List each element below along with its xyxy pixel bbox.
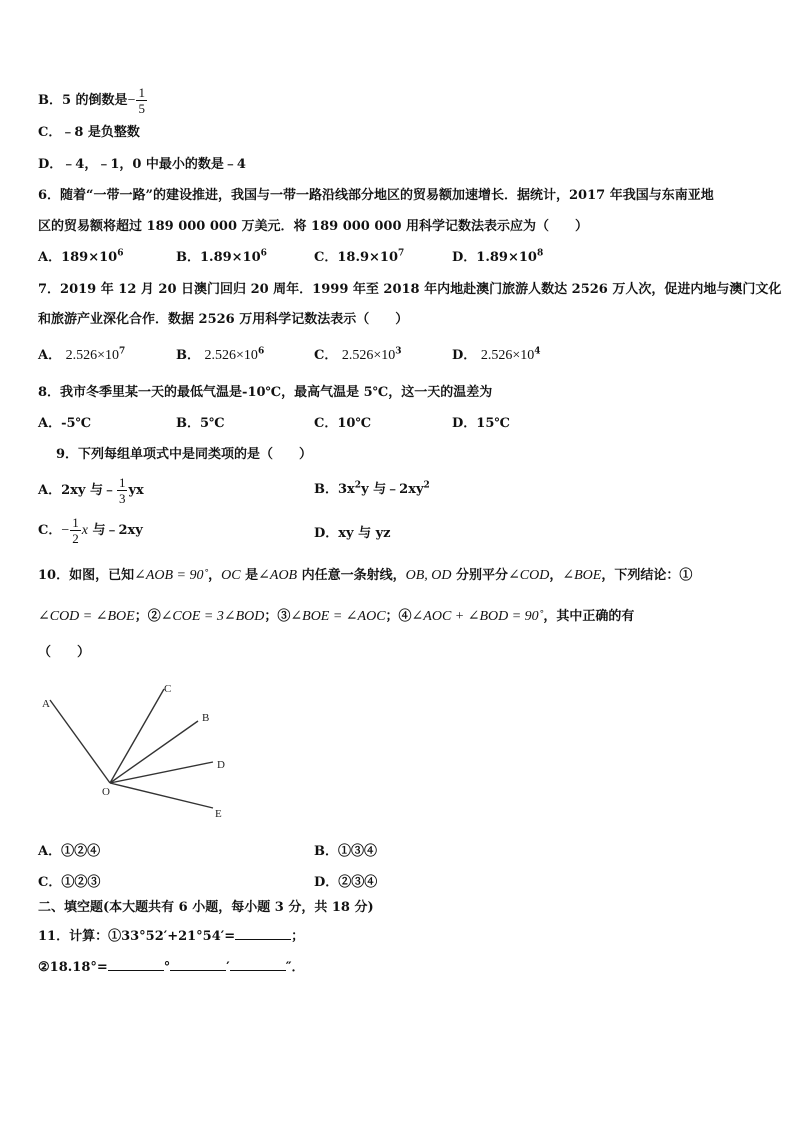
option-label: A．	[38, 348, 62, 363]
text: ，其中正确的有	[543, 609, 635, 624]
text: 10．如图，已知	[38, 568, 135, 583]
text: 11．计算：①33°52′+21°54′=	[38, 929, 236, 944]
option-value: 1.89×10	[476, 250, 537, 265]
exponent: 6	[260, 248, 267, 259]
q6-option-c	[314, 249, 404, 267]
exponent: 2	[423, 480, 430, 491]
option-text: yx	[128, 483, 144, 498]
label-d: D	[217, 759, 225, 771]
label-o: O	[102, 786, 110, 798]
math: ∠BOE = ∠AOC	[290, 609, 386, 624]
exponent: 8	[536, 248, 544, 259]
fraction	[70, 515, 81, 546]
q10-option-a: A．①②④	[38, 844, 101, 859]
exponent: 6	[117, 248, 124, 259]
option-value: 2.526×10	[480, 348, 535, 363]
fraction	[117, 475, 128, 506]
minute-symbol: ′	[226, 960, 230, 975]
second-symbol: ″	[285, 960, 292, 975]
q5-option-b-text: B．5 的倒数是	[38, 93, 128, 108]
math: ∠AOC + ∠BOD = 90˚	[411, 609, 544, 624]
math: OC	[221, 568, 241, 583]
ray-oc	[110, 689, 164, 783]
text: ；③	[264, 609, 291, 624]
q9-option-a	[38, 475, 144, 506]
exponent: 6	[257, 346, 265, 357]
option-value: 2.526×10	[341, 348, 396, 363]
angle-figure	[30, 676, 245, 826]
q8-option-b: B．5℃	[176, 416, 225, 431]
exponent: 7	[398, 248, 405, 259]
q10-option-c: C．①②③	[38, 875, 101, 890]
fraction	[136, 85, 147, 116]
option-value: 2.526×10	[204, 348, 258, 363]
option-value: 18.9×10	[337, 250, 399, 265]
q7-stem-line2: 和旅游产业深化合作．数据 2526 万用科学记数法表示（ ）	[38, 312, 409, 327]
q5-option-d: D．﹣4，﹣1，0 中最小的数是﹣4	[38, 157, 246, 172]
q10-stem-line2	[38, 608, 634, 626]
option-label: C．	[314, 348, 338, 363]
q5-option-b	[38, 85, 148, 116]
text: 是	[240, 568, 259, 583]
q7-stem-line1: 7．2019 年 12 月 20 日澳门回归 20 周年．1999 年至 2018 年内地赴澳门旅游人数达 2526 万人次，促进内地与澳门文化	[38, 282, 782, 297]
text: ；	[291, 929, 305, 944]
text: ，	[208, 568, 222, 583]
label-b: B	[202, 712, 210, 724]
option-label: D．	[452, 348, 477, 363]
q6-stem-line1: 6．随着“一带一路”的建设推进，我国与一带一路沿线部分地区的贸易额加速增长．据统计，2017 年我国与东南亚地	[38, 188, 714, 203]
q6-option-b	[176, 249, 267, 267]
text: ；②	[134, 609, 161, 624]
ray-oe	[110, 783, 213, 808]
q6-option-a	[38, 249, 123, 267]
math: ∠COD = ∠BOE	[38, 609, 135, 624]
math: OB, OD	[405, 568, 452, 583]
q8-option-d: D．15℃	[452, 416, 510, 431]
option-label: C．	[38, 523, 62, 538]
exponent: 3	[395, 346, 402, 357]
option-label: D．	[452, 250, 477, 265]
math: ∠COE = 3∠BOD	[160, 609, 265, 624]
q10-stem-line3: （ ）	[38, 645, 91, 660]
q7-option-c	[314, 347, 402, 365]
q11-line1	[38, 927, 304, 946]
denominator: 5	[138, 101, 145, 116]
option-text: 与﹣2xy	[87, 523, 143, 538]
label-a: A	[42, 698, 50, 710]
q7-option-b	[176, 347, 264, 365]
text: ②18.18°=	[38, 960, 108, 975]
exponent: 2	[354, 480, 362, 491]
denominator: 2	[72, 531, 79, 546]
option-label: A．	[38, 250, 62, 265]
exponent: 7	[119, 346, 126, 357]
q6-stem-line2: 区的贸易额将超过 189 000 000 万美元．将 189 000 000 用科学记数法表示应为（ ）	[38, 219, 589, 234]
q9-option-d: D．xy 与 yz	[314, 526, 391, 541]
q6-option-d	[452, 249, 543, 267]
q8-option-c: C．10℃	[314, 416, 372, 431]
q9-option-c	[38, 515, 143, 546]
q7-option-d	[452, 347, 540, 365]
text: ，下列结论：①	[601, 568, 693, 583]
label-e: E	[215, 808, 222, 820]
q10-stem-line1	[38, 567, 692, 585]
q9-stem: 9．下列每组单项式中是同类项的是（ ）	[56, 447, 313, 462]
text: 内任意一条射线，	[297, 568, 406, 583]
q11-line2	[38, 958, 305, 977]
variable: x	[81, 523, 88, 538]
option-label: B．	[176, 250, 200, 265]
option-label: B．	[176, 348, 200, 363]
q5-option-c: C．﹣8 是负整数	[38, 125, 140, 140]
math: ∠COD	[508, 568, 550, 583]
text: 分别平分	[451, 568, 509, 583]
q8-option-a: A．-5℃	[38, 416, 92, 431]
q10-option-b: B．①③④	[314, 844, 377, 859]
answer-blank-degrees	[108, 958, 164, 971]
text: ；④	[385, 609, 412, 624]
denominator: 3	[118, 491, 126, 506]
option-value: 189×10	[61, 250, 118, 265]
text: ，	[549, 568, 563, 583]
minus-sign: −	[61, 523, 70, 538]
minus-sign: −	[127, 93, 136, 108]
ray-oa	[50, 700, 110, 783]
answer-blank	[235, 927, 291, 940]
answer-blank-minutes	[170, 958, 226, 971]
answer-blank-seconds	[230, 958, 286, 971]
q8-stem: 8．我市冬季里某一天的最低气温是-10℃，最高气温是 5℃，这一天的温差为	[38, 385, 493, 400]
option-text: B．3x	[314, 482, 355, 497]
q10-option-d: D．②③④	[314, 875, 378, 890]
label-c: C	[164, 683, 172, 695]
numerator: 1	[118, 475, 126, 490]
option-label: C．	[314, 250, 338, 265]
q9-option-b	[314, 481, 430, 499]
exponent: 4	[534, 346, 541, 357]
math: ∠AOB	[258, 568, 298, 583]
option-text: A．2xy 与﹣	[38, 483, 116, 498]
text: ．	[291, 960, 305, 975]
section-heading: 二、填空题(本大题共有 6 小题，每小题 3 分，共 18 分)	[38, 900, 374, 915]
math: ∠AOB = 90˚	[134, 568, 209, 583]
option-value: 2.526×10	[65, 348, 120, 363]
degree-symbol: °	[163, 960, 171, 975]
option-text: y 与﹣2xy	[361, 482, 424, 497]
q7-option-a	[38, 347, 125, 365]
numerator: 1	[72, 515, 79, 530]
numerator: 1	[138, 85, 145, 100]
option-value: 1.89×10	[200, 250, 261, 265]
math: ∠BOE	[562, 568, 602, 583]
